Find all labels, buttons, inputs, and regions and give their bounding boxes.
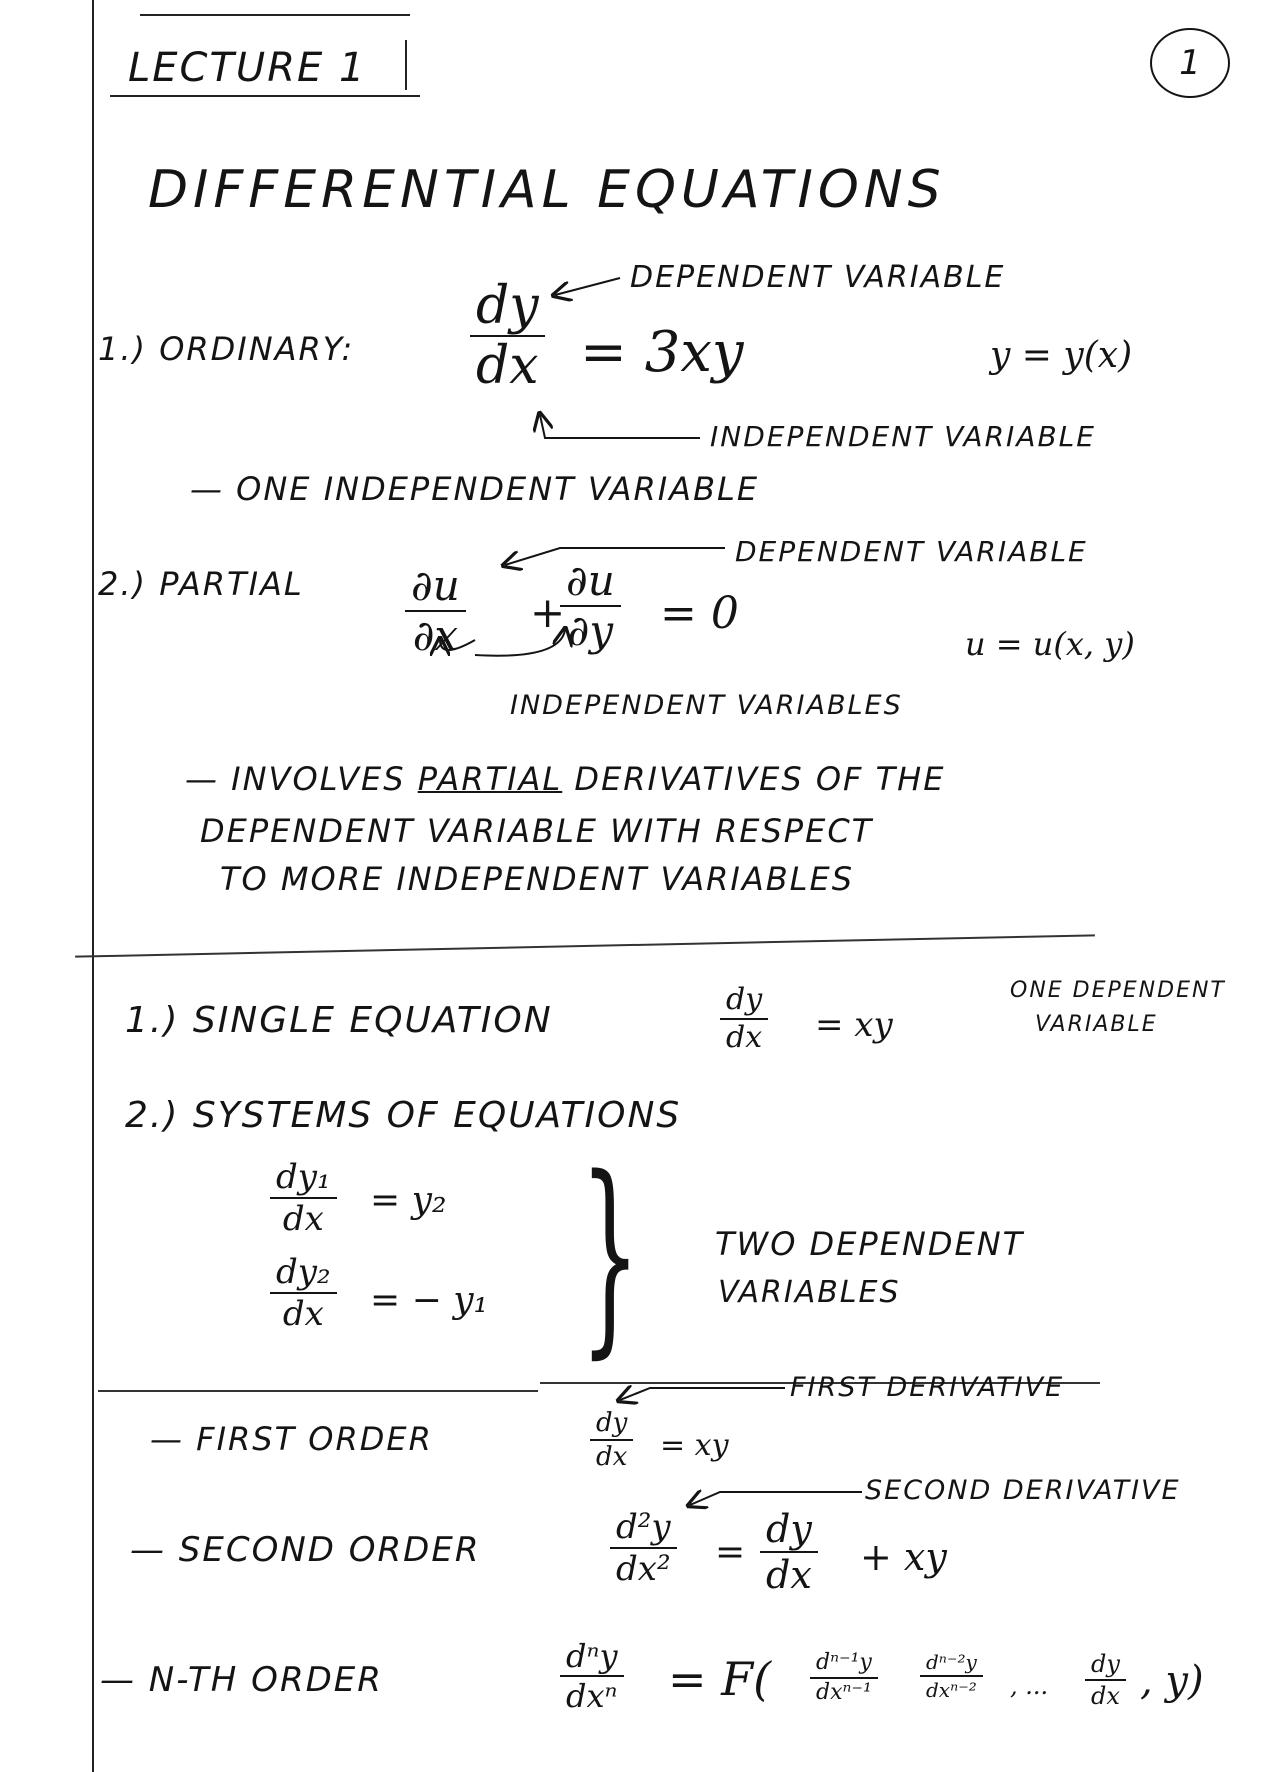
section-divider-2 [98,1390,538,1392]
fraction-bar [810,1677,878,1679]
second-order-label: — SECOND ORDER [130,1530,481,1570]
partial-function-note: u = u(x, y) [965,625,1135,663]
single-note-line-1: ONE DEPENDENT [1010,978,1226,1003]
fraction-bar [590,1439,633,1441]
systems-eq1-num: dy₁ [276,1157,331,1197]
systems-eq2-den: dx [282,1294,324,1334]
ordinary-dependent-note: DEPENDENT VARIABLE [630,260,1006,295]
single-derivative [720,982,768,1055]
ordinary-num: dy [476,276,539,336]
nth-order-arg-1 [810,1652,878,1704]
single-label: 1.) SINGLE EQUATION [125,1000,553,1041]
first-order-label: — FIRST ORDER [150,1420,433,1458]
second-order-rhs: + xy [860,1535,947,1579]
nth-order-derivative [560,1637,624,1715]
second-order-term-den: dx [766,1553,812,1597]
systems-note-line-1: TWO DEPENDENT [715,1225,1025,1263]
nth-arg-1-den: dxⁿ⁻¹ [816,1680,872,1705]
second-order-note: SECOND DERIVATIVE [865,1475,1181,1506]
remark-suffix: DERIVATIVES OF THE [574,760,946,798]
nth-order-num: dⁿy [566,1637,618,1675]
partial-t1-den: ∂x [412,611,459,660]
partial-term-1 [405,561,466,660]
nth-order-end: , y) [1140,1658,1204,1704]
partial-dependent-note: DEPENDENT VARIABLE [735,535,1088,568]
first-order-derivative [590,1410,633,1470]
ordinary-rhs: = 3xy [580,320,744,385]
partial-remark-line-2: DEPENDENT VARIABLE WITH RESPECT [200,812,874,850]
partial-t1-num: ∂u [411,561,460,610]
partial-term-2 [560,556,621,655]
second-order-num: d²y [616,1507,671,1547]
nth-arg-3-den: dx [1091,1682,1120,1710]
partial-rhs: = 0 [660,588,739,639]
partial-remark-line-1 [185,760,945,798]
nth-order-ellipsis: , ... [1010,1672,1049,1700]
second-order-den: dx² [616,1549,671,1589]
systems-eq2-num: dy₂ [276,1252,331,1292]
systems-eq1-derivative [270,1157,337,1239]
nth-order-den: dxⁿ [566,1677,618,1715]
ordinary-derivative [470,276,545,396]
fraction-bar [1085,1679,1126,1681]
second-order-term-num: dy [766,1507,812,1551]
nth-arg-2-num: dⁿ⁻²y [926,1650,977,1674]
single-num: dy [726,982,763,1017]
lecture-title: LECTURE 1 [128,45,367,91]
first-order-note: FIRST DERIVATIVE [790,1372,1065,1403]
partial-label: 2.) PARTIAL [98,565,304,603]
ordinary-remark: — ONE INDEPENDENT VARIABLE [190,470,760,508]
systems-eq2-rhs: = − y₁ [370,1280,488,1321]
partial-independent-note: INDEPENDENT VARIABLES [510,690,903,721]
nth-order-arg-2 [920,1652,983,1700]
nth-arg-3-num: dy [1091,1650,1120,1678]
systems-eq1-den: dx [282,1199,324,1239]
first-order-den: dx [596,1442,628,1472]
second-order-derivative [610,1507,677,1589]
nth-order-label: — N-TH ORDER [100,1660,383,1700]
second-order-equals: = [715,1532,746,1573]
systems-note-line-2: VARIABLES [718,1275,901,1310]
ordinary-label: 1.) ORDINARY: [98,330,355,368]
single-den: dx [726,1020,763,1055]
first-order-num: dy [596,1408,628,1438]
page-number: 1 [1150,28,1230,98]
nth-order-equals-f: = F( [668,1652,772,1706]
nth-order-arg-3 [1085,1652,1126,1708]
remark-underlined: PARTIAL [417,760,563,798]
ordinary-function-note: y = y(x) [990,335,1133,376]
partial-t2-num: ∂u [566,556,615,605]
first-order-rhs: = xy [660,1428,729,1463]
second-order-first-term [760,1507,818,1597]
systems-eq2-derivative [270,1252,337,1334]
remark-prefix: — INVOLVES [185,760,406,798]
single-note-line-2: VARIABLE [1035,1012,1158,1037]
partial-remark-line-3: TO MORE INDEPENDENT VARIABLES [220,860,855,898]
ordinary-independent-note: INDEPENDENT VARIABLE [710,420,1096,453]
ordinary-den: dx [476,336,539,396]
partial-t2-den: ∂y [567,606,614,655]
single-rhs: = xy [815,1005,893,1045]
partial-plus: + [530,588,566,637]
nth-arg-2-den: dxⁿ⁻² [926,1678,977,1702]
fraction-bar [920,1675,983,1677]
systems-label: 2.) SYSTEMS OF EQUATIONS [125,1095,682,1136]
page-title: DIFFERENTIAL EQUATIONS [148,160,946,220]
systems-brace: } [580,1132,641,1377]
systems-eq1-rhs: = y₂ [370,1180,447,1221]
nth-arg-1-num: dⁿ⁻¹y [816,1650,872,1675]
